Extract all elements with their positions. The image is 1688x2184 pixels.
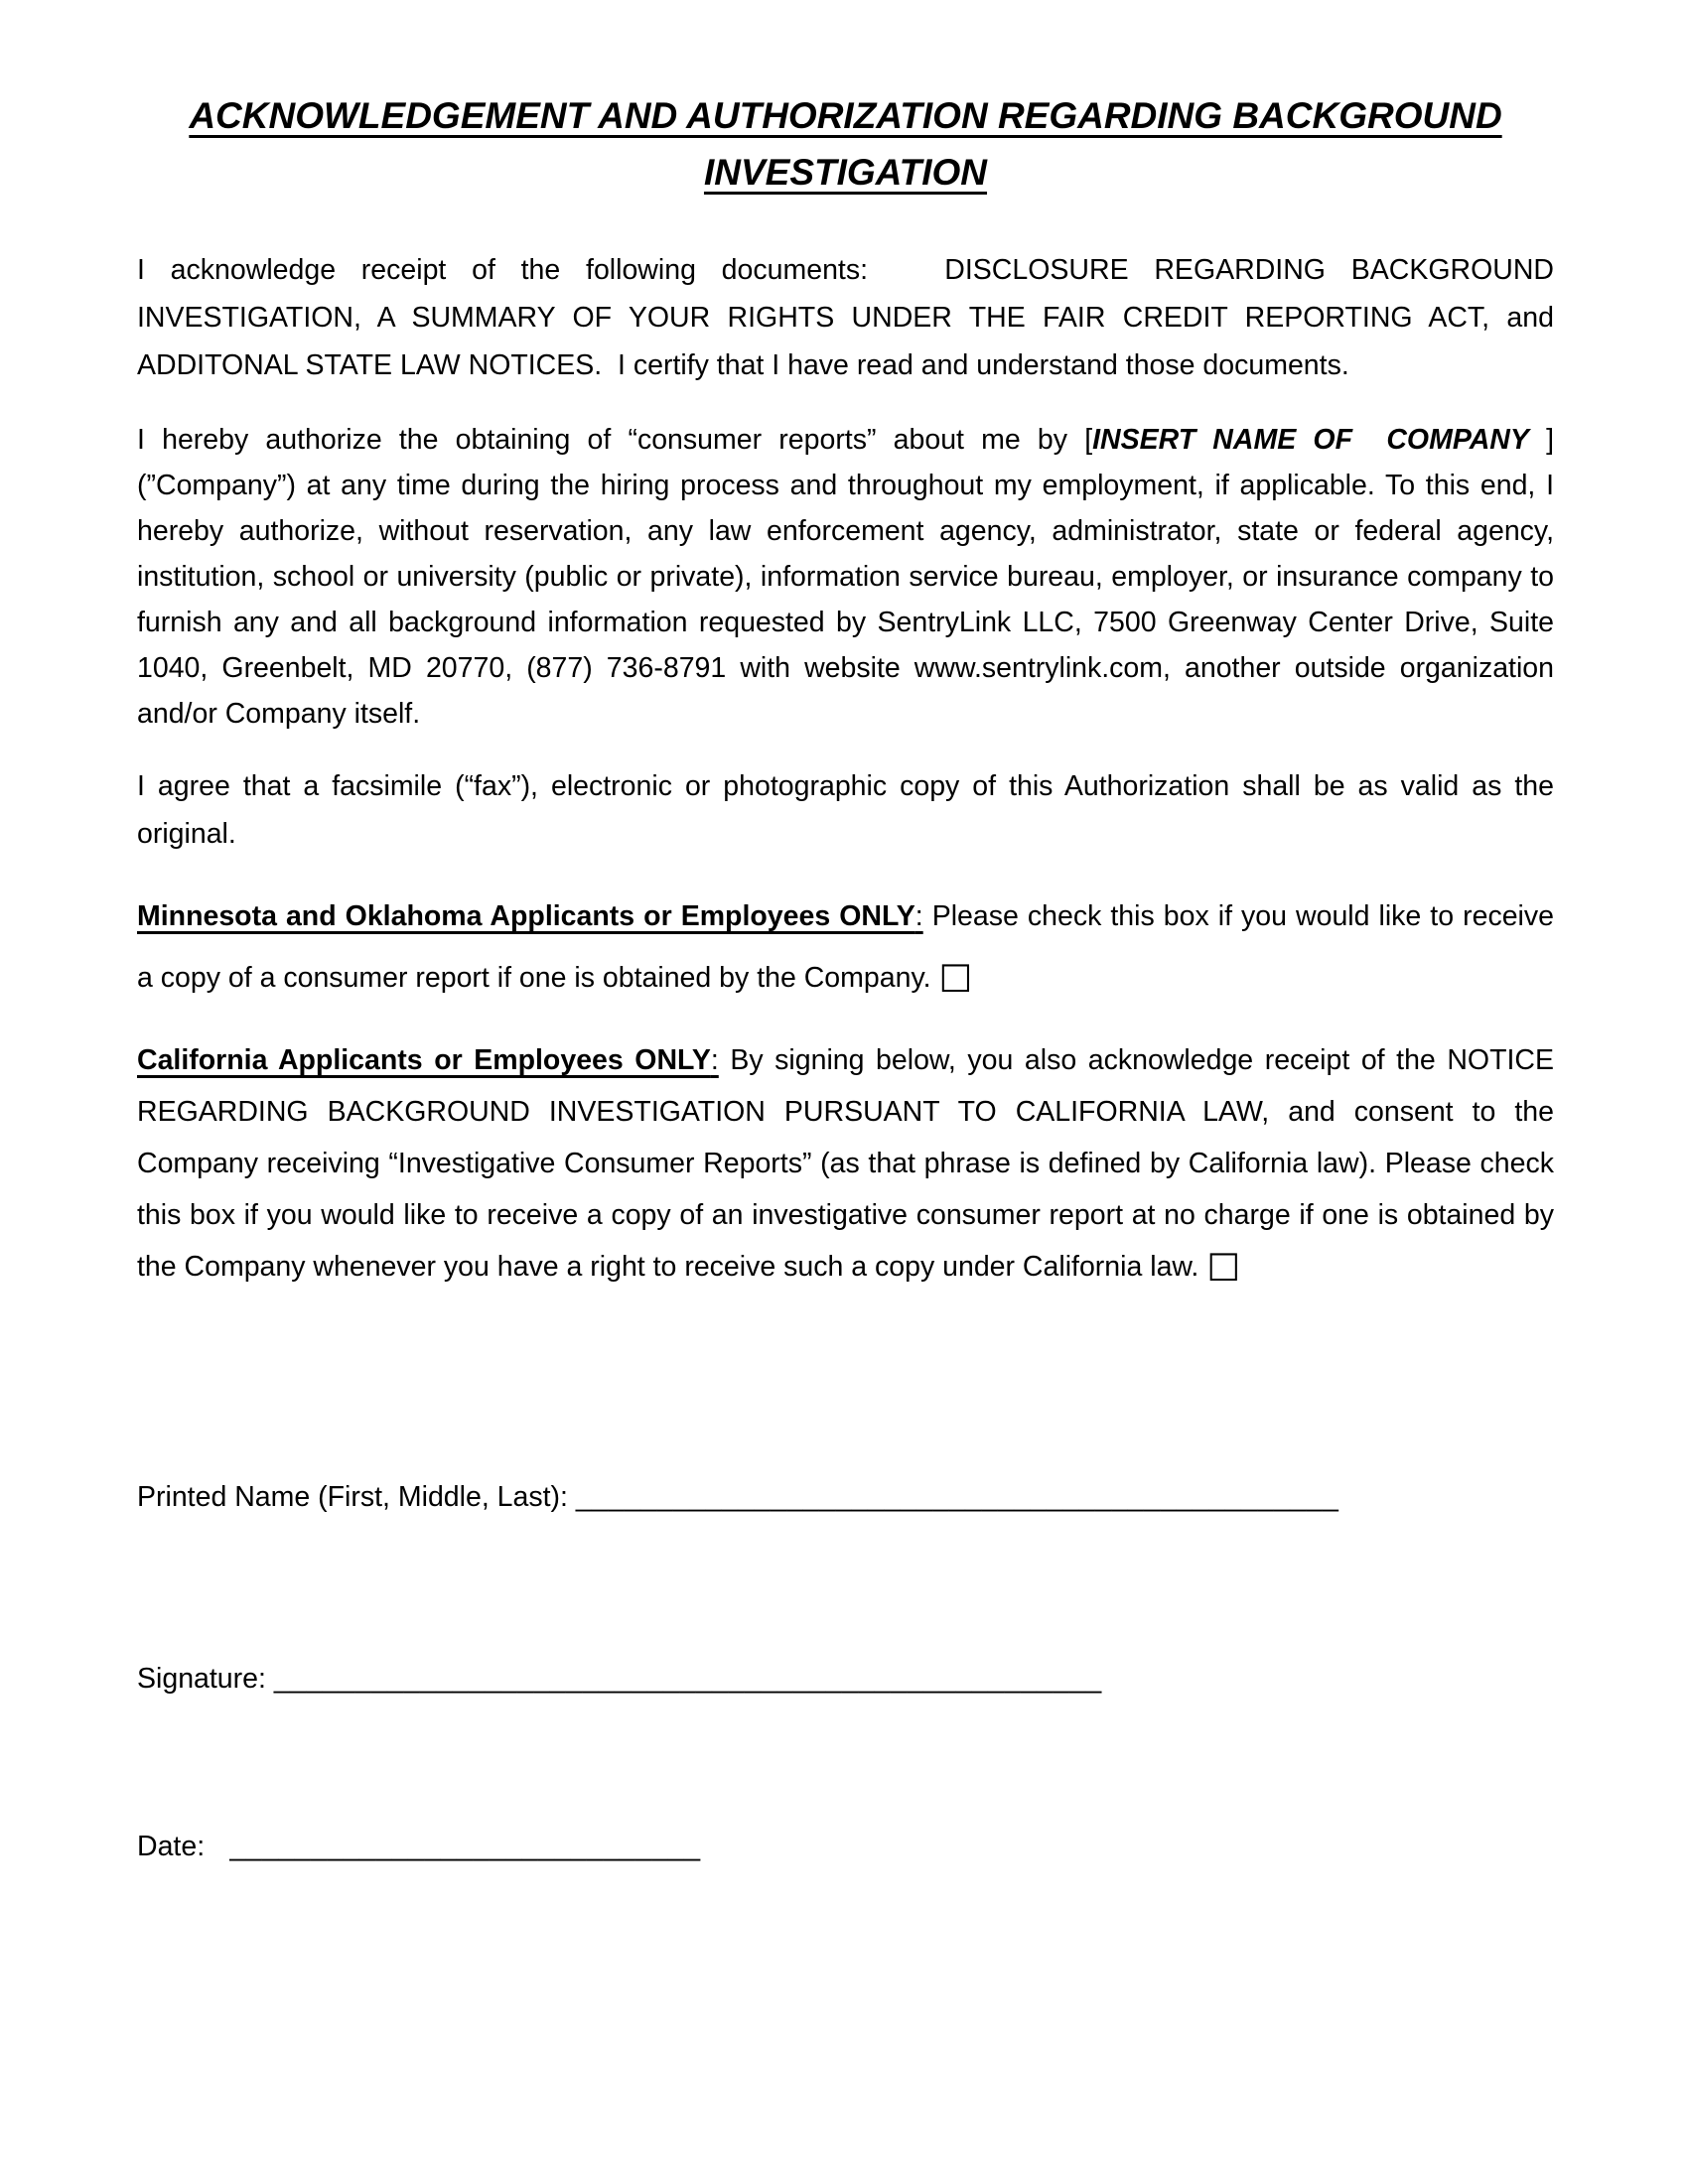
minnesota-consumer-report-checkbox[interactable]: ☐ xyxy=(938,957,973,1001)
california-investigative-report-checkbox[interactable]: ☐ xyxy=(1206,1246,1241,1290)
acknowledgement-text: I acknowledge receipt of the following documents: DISCLOSURE REGARDING BACKGROUND INVESTIGATION, A SUMMARY OF YOUR RIGHTS UNDER THE FAIR CREDIT REPORTING ACT, and ADDITONAL STATE LAW NOTICES. I certify that I have read and understand those documents. xyxy=(137,254,1554,381)
signature-label: Signature: xyxy=(137,1663,274,1695)
date-label: Date: xyxy=(137,1831,206,1862)
paragraph-facsimile xyxy=(137,762,1554,858)
facsimile-text: I agree that a facsimile (“fax”), electronic or photographic copy of this Authorization shall be as valid as the original. xyxy=(137,770,1554,850)
paragraph-acknowledgement xyxy=(137,246,1554,389)
document-title-line-1: ACKNOWLEDGEMENT AND AUTHORIZATION REGARDING BACKGROUND xyxy=(189,95,1502,136)
document-title xyxy=(137,87,1554,201)
california-heading-colon: : xyxy=(710,1044,719,1076)
paragraph-california xyxy=(137,1034,1554,1293)
california-text: By signing below, you also acknowledge receipt of the NOTICE REGARDING BACKGROUND INVESTIGATION PURSUANT TO CALIFORNIA LAW, and consent to the Company receiving “Investigative Consumer Reports” (as that phrase is defined by California law). Please check this box if you would like to receive a copy of an investigative consumer report at no charge if one is obtained by the Company whenever you have a right to receive such a copy under California law. xyxy=(137,1044,1554,1283)
document-title-line-2: INVESTIGATION xyxy=(703,152,988,193)
date-row xyxy=(137,1831,1554,1863)
printed-name-row xyxy=(137,1481,1554,1514)
minnesota-heading-colon: : xyxy=(914,900,923,932)
date-blank-line[interactable]: _____________________________ xyxy=(205,1831,701,1862)
paragraph-authorization xyxy=(137,417,1554,737)
minnesota-text: Please check this box if you would like to receive a copy of a consumer report if one is obtained by the Company. xyxy=(137,900,1554,994)
authorization-text-after: ] (”Company”) at any time during the hiring process and throughout my employment, if applicable. To this end, I hereby authorize, without reservation, any law enforcement agency, administrator, state or federal agency, institution, school or university (public or private), information service bureau, employer, or insurance company to furnish any and all background information requested by SentryLink LLC, 7500 Greenway Center Drive, Suite 1040, Greenbelt, MD 20770, (877) 736-8791 with website www.sentrylink.com, another outside organization and/or Company itself. xyxy=(137,424,1555,730)
california-heading: California Applicants or Employees ONLY xyxy=(137,1044,711,1076)
authorization-text-before: I hereby authorize the obtaining of “consumer reports” about me by [ xyxy=(137,424,1093,456)
insert-company-placeholder: INSERT NAME OF COMPANY xyxy=(1092,424,1529,456)
printed-name-label: Printed Name (First, Middle, Last): xyxy=(137,1481,576,1513)
paragraph-minnesota-oklahoma xyxy=(137,886,1554,1009)
minnesota-heading: Minnesota and Oklahoma Applicants or Employees ONLY xyxy=(137,900,915,932)
printed-name-blank-line[interactable]: _______________________________________________ xyxy=(575,1481,1339,1513)
signature-blank-line[interactable]: ___________________________________________________ xyxy=(273,1663,1102,1695)
signature-row xyxy=(137,1663,1554,1696)
